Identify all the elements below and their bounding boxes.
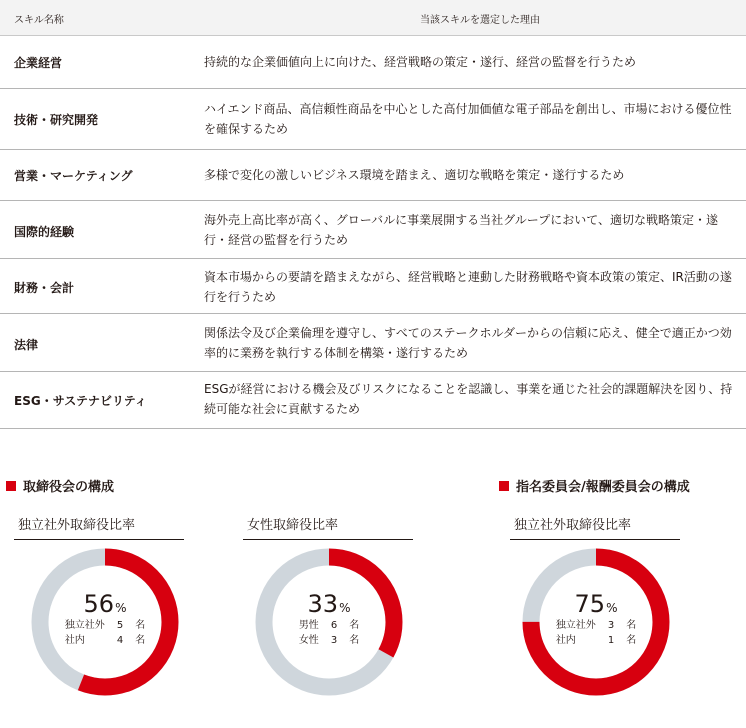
skill-reason: 多様で変化の激しいビジネス環境を踏まえ、適切な戦略を策定・遂行するため [204,168,625,182]
slice-value: 4 [116,635,124,646]
donut-center [269,590,389,648]
skill-name: 財務・会計 [14,281,75,295]
red-square-icon [499,481,509,491]
header-reason: 当該スキルを選定した理由 [420,15,540,26]
chart-independent-directors [14,514,184,540]
board-section-title [6,476,114,495]
skill-name: ESG・サステナビリティ [14,394,147,408]
slice-unit: 名 [349,620,360,631]
chart-female-directors [243,514,413,540]
slice-value: 1 [607,635,615,646]
skill-reason: 海外売上高比率が高く、グローバルに事業展開する当社グループにおいて、適切な戦略策定・遂行・経営の監督を行うため [204,213,718,247]
slice-label: 女性 [298,635,319,646]
skill-reason: ESGが経営における機会及びリスクになることを認識し、事業を通じた社会的課題解決を図り、持続可能な社会に貢献するため [204,382,733,416]
slice-value: 5 [116,620,124,631]
committee-section-title [499,476,690,495]
table-header [0,0,746,36]
slice-value: 3 [607,620,615,631]
skill-name: 企業経営 [14,56,63,70]
slice-value: 6 [330,620,338,631]
chart-title: 独立社外取締役比率 [14,514,184,540]
table-row [0,259,746,314]
percent-value: 56 [83,590,115,618]
skill-name: 法律 [14,338,39,352]
donut-center [45,590,165,648]
percent-value: 75 [574,590,606,618]
table-row [0,36,746,89]
chart-committee-independent [510,514,680,540]
percent-unit: % [339,601,351,615]
slice-unit: 名 [626,620,637,631]
donut-center [536,590,656,648]
percent-unit: % [606,601,618,615]
red-square-icon [6,481,16,491]
percent-unit: % [115,601,127,615]
skill-name: 技術・研究開発 [14,113,99,127]
skill-name: 営業・マーケティング [14,169,133,183]
slice-unit: 名 [135,620,146,631]
table-row [0,372,746,429]
header-skill-name: スキル名称 [14,15,64,26]
table-row [0,89,746,150]
skill-reason: 持続的な企業価値向上に向けた、経営戦略の策定・遂行、経営の監督を行うため [204,55,637,69]
chart-title: 独立社外取締役比率 [510,514,680,540]
skill-name: 国際的経験 [14,225,75,239]
slice-unit: 名 [349,635,360,646]
skill-reason: 資本市場からの要請を踏まえながら、経営戦略と連動した財務戦略や資本政策の策定、IR活動の遂行を行うため [204,270,732,304]
committee-section-title-text: 指名委員会/報酬委員会の構成 [516,480,690,495]
slice-unit: 名 [135,635,146,646]
table-row [0,150,746,201]
slice-label: 社内 [555,635,576,646]
slice-unit: 名 [626,635,637,646]
chart-title: 女性取締役比率 [243,514,413,540]
breakdown [556,618,636,648]
slice-label: 独立社外 [555,620,596,631]
breakdown [299,618,359,648]
skill-reason: 関係法令及び企業倫理を遵守し、すべてのステークホルダーからの信頼に応え、健全で適正かつ効率的に業務を執行する体制を構築・遂行するため [204,326,732,360]
slice-label: 独立社外 [64,620,105,631]
slice-value: 3 [330,635,338,646]
skill-reason: ハイエンド商品、高信頼性商品を中心とした高付加価値な電子部品を創出し、市場における優位性を確保するため [204,102,732,136]
breakdown [65,618,145,648]
slice-label: 社内 [64,635,85,646]
slice-label: 男性 [298,620,319,631]
table-row [0,314,746,372]
percent-value: 33 [307,590,339,618]
table-row [0,201,746,259]
board-section-title-text: 取締役会の構成 [23,480,115,495]
